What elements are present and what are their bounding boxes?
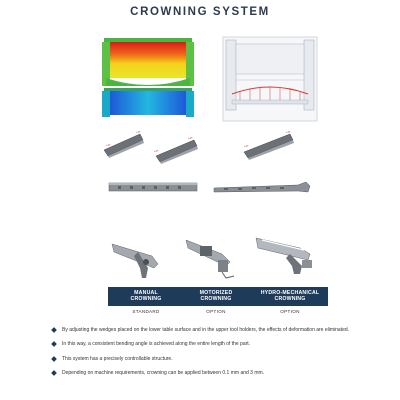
svg-text:+0°: +0° <box>136 130 141 134</box>
option-hydro-mechanical <box>252 287 328 314</box>
diamond-bullet-icon <box>51 327 57 333</box>
bullet-item: Depending on machine requirements, crowning can be applied between 0.1 mm and 3 mm. <box>52 370 362 376</box>
svg-text:+0°: +0° <box>244 144 249 148</box>
option-subtitle: STANDARD <box>132 308 160 314</box>
svg-text:+0°: +0° <box>154 149 159 153</box>
option-title-box: MANUAL CROWNING <box>108 287 184 306</box>
bullet-item: This system has a precisely controllable structure. <box>52 356 362 362</box>
lower-table-wedge-bar <box>108 180 198 194</box>
diamond-bullet-icon <box>51 356 57 362</box>
deformation-heatmap-figure <box>100 36 196 120</box>
option-title-box: HYDRO-MECHANICAL CROWNING <box>252 287 328 306</box>
wedge-diagram-middle <box>152 132 200 164</box>
hydro-mechanical-crowning-image <box>250 230 322 280</box>
option-motorized <box>178 287 254 314</box>
wedge-diagram-right <box>240 128 298 162</box>
manual-crowning-image <box>108 234 168 280</box>
motorized-crowning-image <box>182 232 244 280</box>
crowning-curve-drawing <box>222 36 318 122</box>
svg-text:+0°: +0° <box>188 136 193 140</box>
option-title-box: MOTORIZED CROWNING <box>178 287 254 306</box>
upper-tool-wedge-bar <box>212 180 312 196</box>
svg-text:+0°: +0° <box>106 143 111 147</box>
page-title: CROWNING SYSTEM <box>130 6 270 18</box>
diamond-bullet-icon <box>51 370 57 376</box>
diamond-bullet-icon <box>51 342 57 348</box>
option-manual <box>108 287 184 314</box>
svg-text:+0°: +0° <box>286 130 291 134</box>
bullet-item: In this way, a consistent bending angle is achieved along the entire length of the part. <box>52 341 362 347</box>
feature-bullet-list <box>52 327 362 385</box>
bullet-item: By adjusting the wedges placed on the lower table surface and in the upper tool holders, the effects of deformation are eliminated. <box>52 327 362 333</box>
wedge-diagram-left <box>100 128 146 160</box>
option-subtitle: OPTION <box>206 308 226 314</box>
option-subtitle: OPTION <box>280 308 300 314</box>
